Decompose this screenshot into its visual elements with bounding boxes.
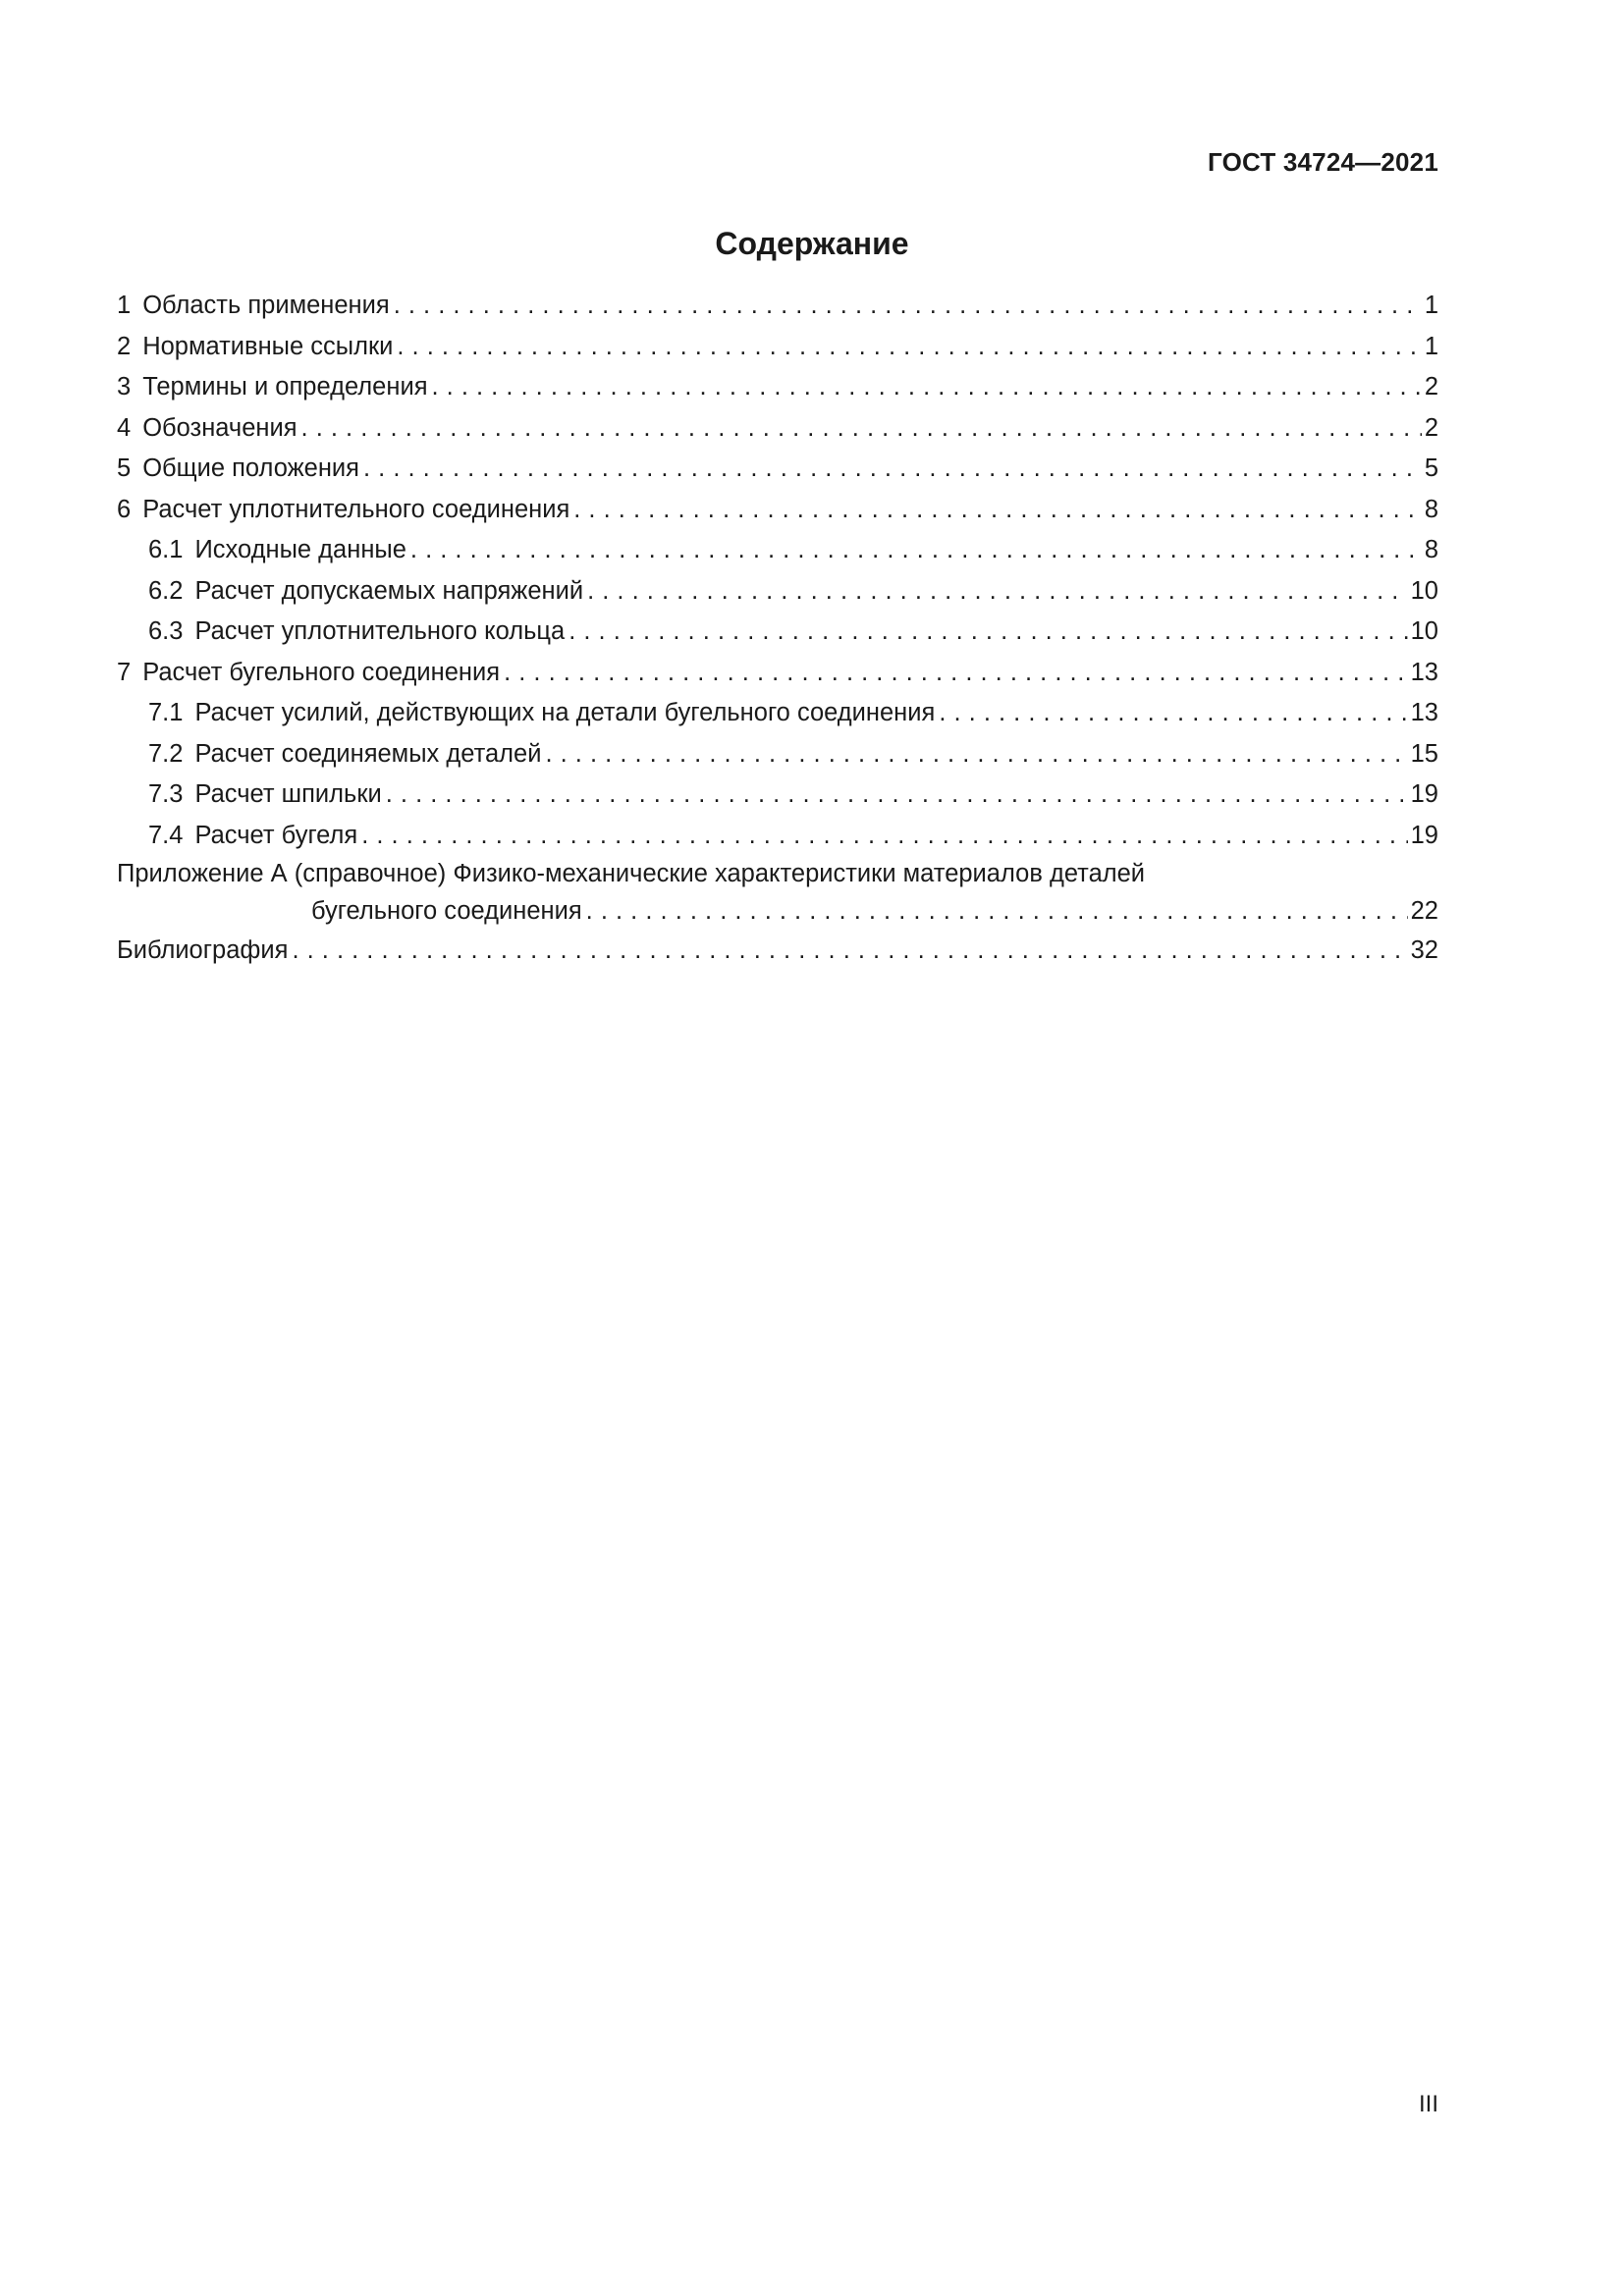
toc-entry-page: 1	[1424, 332, 1438, 360]
toc-entry-label: Расчет допускаемых напряжений	[194, 576, 584, 605]
standard-designation: ГОСТ 34724—2021	[1208, 147, 1438, 177]
dot-leader	[363, 449, 1422, 490]
toc-entry-page: 13	[1410, 658, 1438, 686]
toc-entry-number: 7.3	[148, 780, 184, 808]
dot-leader	[587, 571, 1408, 613]
dot-leader	[292, 931, 1407, 972]
toc-entry[interactable]	[117, 367, 1438, 408]
toc-entry-page: 2	[1424, 373, 1438, 400]
toc-entry-page: 32	[1410, 936, 1438, 964]
toc-entry-page: 8	[1424, 495, 1438, 523]
toc-entry[interactable]	[117, 286, 1438, 327]
toc-subentry[interactable]	[117, 774, 1438, 816]
toc-entry-number: 2	[117, 332, 132, 360]
dot-leader	[573, 490, 1422, 531]
toc-entry[interactable]	[117, 490, 1438, 531]
toc-entry-number: 7	[117, 658, 132, 686]
toc-entry-label: Термины и определения	[142, 373, 428, 400]
dot-leader	[361, 816, 1407, 857]
dot-leader	[410, 530, 1422, 571]
toc-entry-number: 6.3	[148, 617, 184, 645]
toc-entry-label: Расчет бугельного соединения	[142, 658, 501, 686]
dot-leader	[504, 653, 1408, 694]
appendix-title-line2-row	[117, 891, 1438, 931]
dot-leader	[586, 891, 1408, 931]
toc-entry-label: Исходные данные	[194, 536, 406, 563]
toc-subentry[interactable]	[117, 816, 1438, 857]
toc-entry-number: 6	[117, 495, 132, 523]
toc-entry-label: Область применения	[142, 292, 390, 319]
toc-entry[interactable]	[117, 327, 1438, 368]
page-title: Содержание	[715, 226, 909, 261]
toc-entry-label: Нормативные ссылки	[142, 332, 394, 360]
toc-entry-number: 7.4	[148, 821, 184, 849]
toc-entry-label: Расчет уплотнительного соединения	[142, 495, 570, 523]
toc-subentry[interactable]	[117, 612, 1438, 653]
toc-entry-page: 19	[1410, 821, 1438, 849]
dot-leader	[301, 408, 1422, 450]
page-number: III	[1418, 2091, 1438, 2117]
dot-leader	[394, 286, 1422, 327]
dot-leader	[568, 612, 1407, 653]
toc-appendix-entry[interactable]	[117, 856, 1438, 931]
dot-leader	[386, 774, 1408, 816]
dot-leader	[397, 327, 1421, 368]
toc-entry-page: 10	[1410, 576, 1438, 605]
toc-entry-page: 8	[1424, 536, 1438, 563]
toc-entry-number: 1	[117, 292, 132, 319]
toc-subentry[interactable]	[117, 571, 1438, 613]
toc-entry-page: 2	[1424, 413, 1438, 442]
toc-entry-page: 19	[1410, 780, 1438, 808]
toc-entry-label: Расчет усилий, действующих на детали бугельного соединения	[194, 699, 936, 726]
toc-entry-label: Библиография	[117, 936, 289, 964]
toc-entry-page: 22	[1410, 897, 1438, 925]
toc-entry[interactable]	[117, 408, 1438, 450]
toc-entry-number: 6.1	[148, 536, 184, 563]
toc-entry-number: 4	[117, 413, 132, 442]
toc-entry-page: 13	[1410, 699, 1438, 726]
toc-entry-label: Расчет шпильки	[194, 780, 382, 808]
toc-subentry[interactable]	[117, 693, 1438, 734]
toc-entry-label: Обозначения	[142, 413, 298, 442]
toc-entry-label: Расчет бугеля	[194, 821, 358, 849]
dot-leader	[545, 734, 1407, 775]
toc-entry-label: Расчет уплотнительного кольца	[194, 617, 566, 645]
toc-entry-number: 6.2	[148, 576, 184, 605]
toc-entry-label: Расчет соединяемых деталей	[194, 739, 542, 768]
dot-leader	[939, 693, 1407, 734]
toc-entry-page: 15	[1410, 739, 1438, 768]
toc-entry-number: 3	[117, 373, 132, 400]
appendix-title-line2: бугельного соединения	[311, 897, 582, 925]
toc-subentry[interactable]	[117, 734, 1438, 775]
toc-bibliography-entry[interactable]	[117, 931, 1438, 972]
table-of-contents	[117, 286, 1438, 972]
toc-entry-page: 5	[1424, 454, 1438, 482]
dot-leader	[432, 367, 1422, 408]
toc-entry-page: 10	[1410, 617, 1438, 645]
toc-entry-number: 5	[117, 454, 132, 482]
toc-entry[interactable]	[117, 449, 1438, 490]
toc-entry-label: Общие положения	[142, 454, 359, 482]
toc-entry-page: 1	[1424, 292, 1438, 319]
toc-entry-number: 7.1	[148, 699, 184, 726]
appendix-title-line1: Приложение А (справочное) Физико-механические характеристики материалов деталей	[117, 860, 1146, 887]
toc-entry-number: 7.2	[148, 739, 184, 768]
toc-subentry[interactable]	[117, 530, 1438, 571]
toc-entry[interactable]	[117, 653, 1438, 694]
